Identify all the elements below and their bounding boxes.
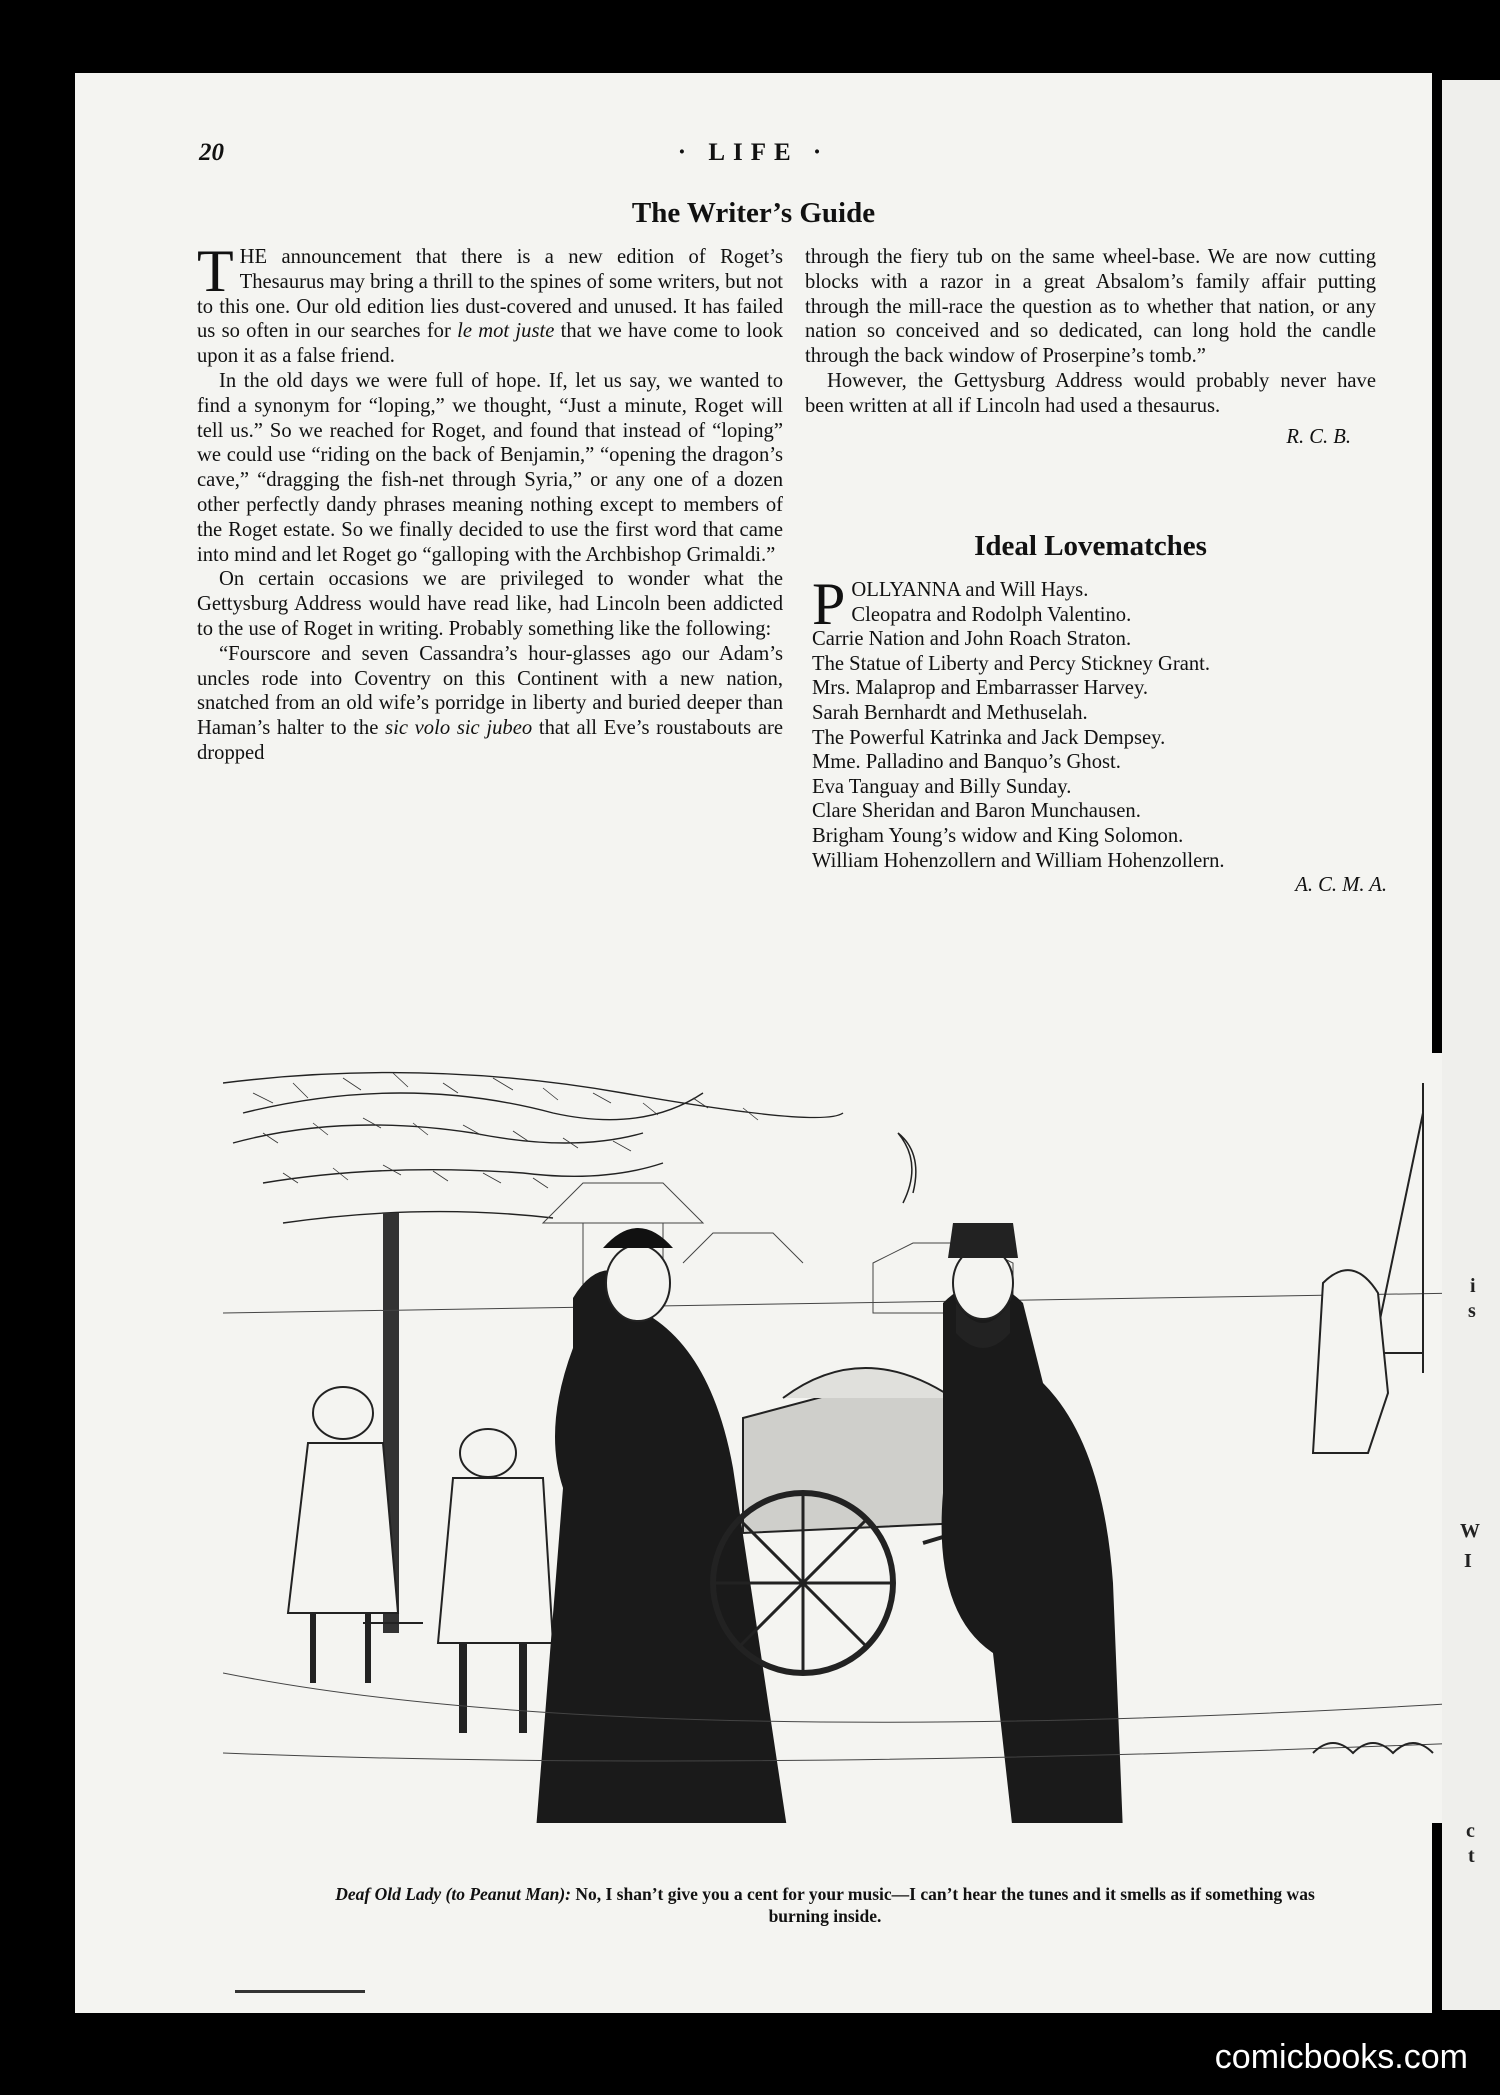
cartoon-illustration (223, 1053, 1463, 1823)
list-item: Carrie Nation and John Roach Straton. (812, 628, 1132, 651)
writers-guide-paragraph: In the old days we were full of hope. If, let us say, we wanted to find a synonym for “loping,” we thought, “Just a minute, Roget will tell us.” So we reached for Roget, and found that instead of “loping” we could use “riding on the back of Benjamin,” “opening the dragon’s cave,” “dragging the fish-net through Syria,” or any one of a dozen other perfectly dandy phrases meaning nothing except to members of the Roget estate. So we finally decided to use the first word that came into mind and let Roget go “galloping with the Archbishop Grimaldi.” (197, 369, 783, 566)
caption-text: No, I shan’t give you a cent for your music—I can’t hear the tunes and it smells as if something was burning inside. (570, 1884, 1315, 1926)
list-item: Eva Tanguay and Billy Sunday. (812, 775, 1072, 798)
adjacent-page-edge (1442, 80, 1500, 2010)
adjacent-page-fragment: c (1466, 1820, 1475, 1842)
writers-guide-column-left (197, 238, 784, 766)
page-number: 20 (199, 139, 224, 166)
adjacent-page-fragment: i (1470, 1275, 1476, 1297)
writers-guide-title: The Writer’s Guide (631, 197, 876, 229)
magazine-page (75, 73, 1432, 2013)
writers-guide-column-right (805, 245, 1376, 449)
magazine-title: · LIFE · (677, 139, 830, 166)
writers-guide-paragraph: However, the Gettysburg Address would probably never have been written at all if Lincoln had used a thesaurus. (805, 369, 1376, 417)
lovematches-list (812, 571, 1442, 898)
list-item: Cleopatra and Rodolph Valentino. (851, 603, 1132, 626)
caption-speaker: Deaf Old Lady (to Peanut Man): (335, 1884, 571, 1904)
adjacent-page-fragment: s (1468, 1300, 1476, 1322)
list-item: Sarah Bernhardt and Methuselah. (812, 701, 1088, 724)
list-item: Clare Sheridan and Baron Munchausen. (812, 800, 1141, 823)
writers-guide-signature: R. C. B. (1286, 425, 1351, 448)
adjacent-page-fragment: W (1460, 1520, 1480, 1542)
writers-guide-paragraph: On certain occasions we are privileged to wonder what the Gettysburg Address would have read like, had Lincoln been addicted to the use of Roget in writing. Probably something like the following: (197, 568, 783, 640)
drop-cap: P (812, 571, 846, 637)
list-item: The Statue of Liberty and Percy Stickney Grant. (812, 652, 1211, 675)
adjacent-page-fragment: I (1464, 1550, 1472, 1572)
watermark: comicbooks.com (1214, 2038, 1468, 2076)
list-item: Mme. Palladino and Banquo’s Ghost. (812, 751, 1121, 774)
cartoon-caption (315, 1883, 1335, 1927)
list-item: Mrs. Malaprop and Embarrasser Harvey. (812, 677, 1149, 700)
list-item: The Powerful Katrinka and Jack Dempsey. (812, 726, 1166, 749)
ink-smudge (235, 1990, 365, 1993)
writers-guide-paragraph: “Fourscore and seven Cassandra’s hour-glasses ago our Adam’s uncles rode into Coventry on this Continent with a new nation, snatched from an old wife’s porridge in liberty and buried deeper than Haman’s halter to the sic volo sic jubeo that all Eve’s roustabouts are dropped (197, 642, 783, 764)
ideal-lovematches-title: Ideal Lovematches (974, 530, 1207, 562)
drop-cap: T (197, 238, 234, 304)
list-item: POLLYANNA and Will Hays. (812, 571, 1089, 637)
writers-guide-paragraph: through the fiery tub on the same wheel-base. We are now cutting blocks with a razor in a great Absalom’s family affair putting through the mill-race the question as to whether that nation, or any nation so conceived and so dedicated, can long hold the candle through the back window of Proserpine’s tomb.” (805, 246, 1376, 368)
list-item: William Hohenzollern and William Hohenzollern. (812, 849, 1225, 872)
list-item: Brigham Young’s widow and King Solomon. (812, 824, 1184, 847)
adjacent-page-fragment: t (1468, 1845, 1475, 1867)
lovematches-signature: A. C. M. A. (1295, 874, 1387, 897)
writers-guide-paragraph: THE announcement that there is a new edition of Roget’s Thesaurus may bring a thrill to the spines of some writers, but not to this one. Our old edition lies dust-covered and unused. It has failed us so often in our searches for le mot juste that we have come to look upon it as a false friend. (197, 238, 784, 368)
